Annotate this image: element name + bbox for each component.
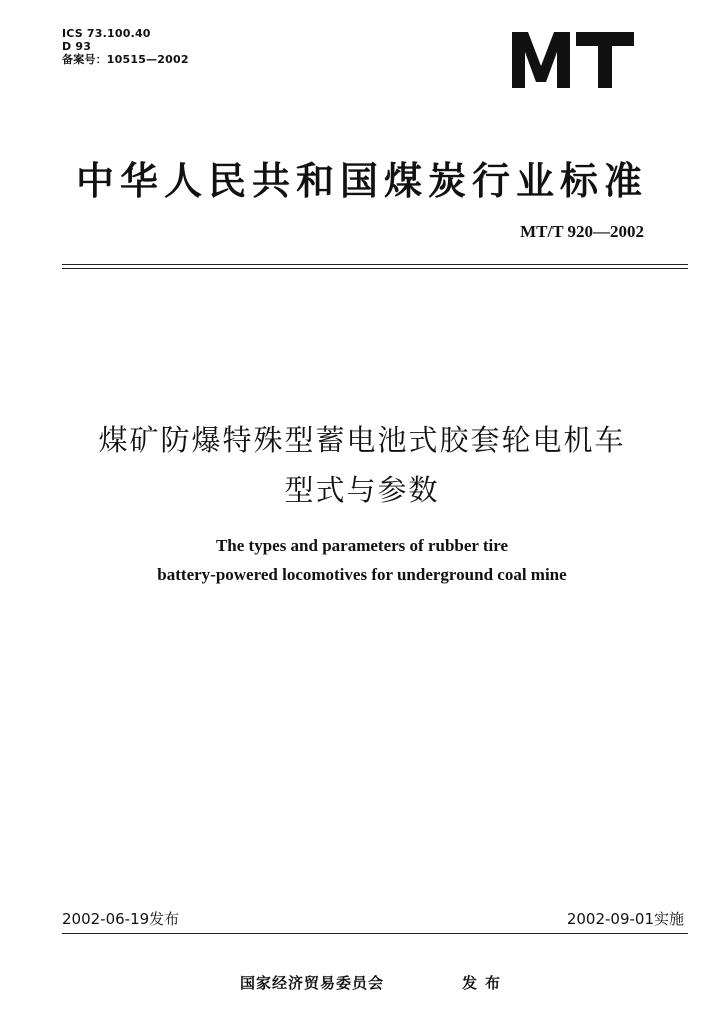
document-title-en-line1: The types and parameters of rubber tire bbox=[215, 536, 509, 555]
standard-code: MT/T 920—2002 bbox=[520, 222, 644, 241]
implementation-date: 2002-09-01实施 bbox=[566, 910, 684, 928]
header-rule bbox=[62, 264, 688, 265]
document-title-cn-line1: 煤矿防爆特殊型蓄电池式胶套轮电机车 bbox=[98, 423, 626, 457]
ics-code: ICS 73.100.40 bbox=[62, 27, 151, 40]
document-meta bbox=[62, 27, 189, 66]
footer-rule bbox=[62, 933, 688, 934]
issue-date: 2002-06-19发布 bbox=[62, 910, 180, 928]
classification-code: D 93 bbox=[62, 40, 92, 53]
document-title-en-line2: battery-powered locomotives for underground coal mine bbox=[157, 565, 567, 584]
issue-label: 发布 bbox=[462, 974, 509, 992]
issuing-authority: 国家经济贸易委员会 bbox=[240, 974, 385, 992]
header-rule-secondary bbox=[62, 268, 688, 269]
document-title-cn-line2: 型式与参数 bbox=[284, 473, 440, 507]
standard-title: 中华人民共和国煤炭行业标准 bbox=[75, 159, 648, 203]
mt-logo bbox=[510, 30, 636, 90]
record-number: 备案号：10515—2002 bbox=[62, 53, 189, 66]
